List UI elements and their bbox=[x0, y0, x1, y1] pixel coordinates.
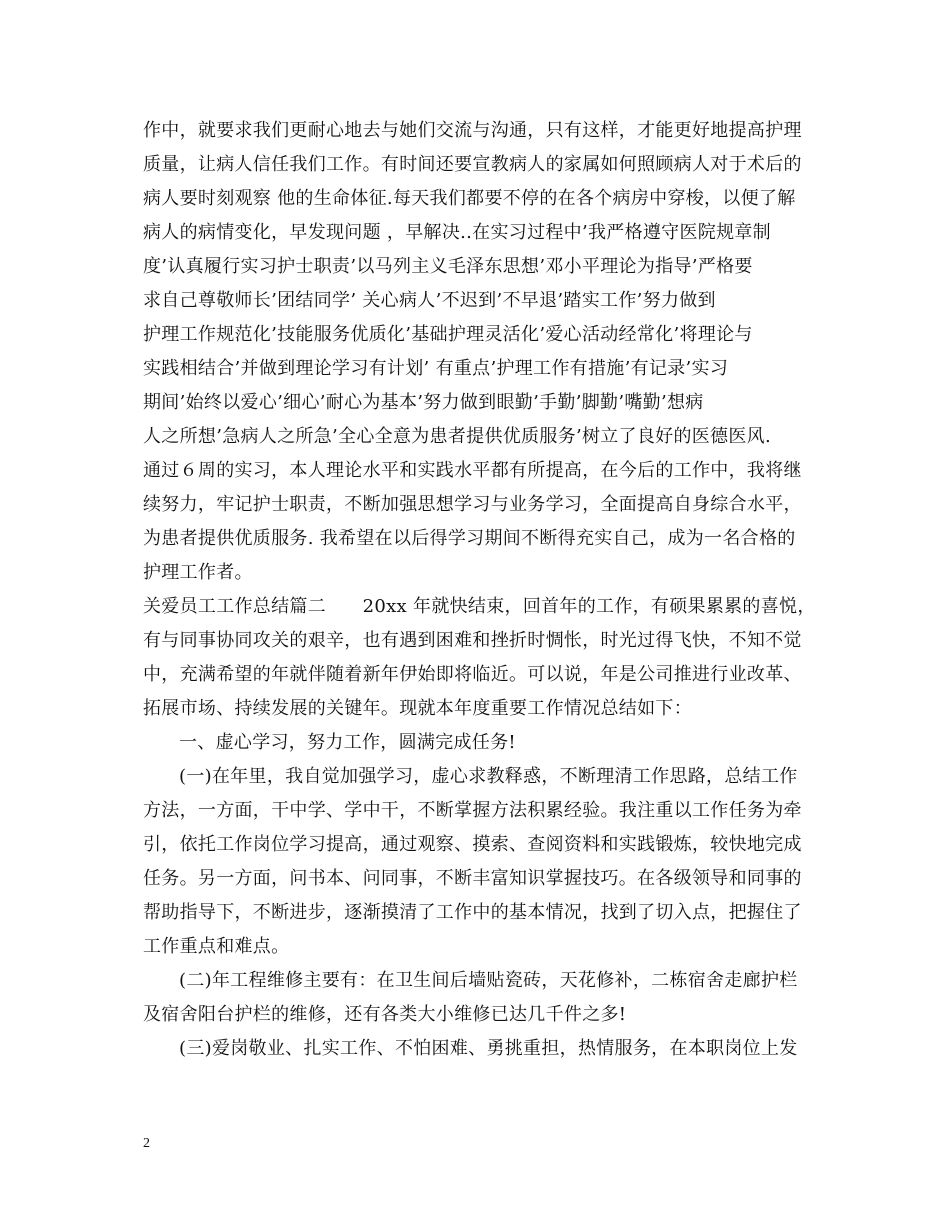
text-line: 病人的病情变化，早发现问题 ，早解决..在实习过程中’我严格遵守医院规章制 bbox=[143, 222, 771, 243]
text-line: 及宿舍阳台护栏的维修，还有各类大小维修已达几千件之多! bbox=[143, 1004, 627, 1025]
text-line: 任务。另一方面，问书本、问同事，不断丰富知识掌握技巧。在各级领导和同事的 bbox=[143, 868, 802, 889]
text-line: 中，充满希望的年就伴随着新年伊始即将临近。可以说，年是公司推进行业改革、 bbox=[143, 664, 802, 685]
text-line: 实践相结合’并做到理论学习有计划’ 有重点’护理工作有措施’有记录’实习 bbox=[143, 358, 729, 379]
body-text bbox=[143, 114, 833, 1066]
text-line: 为患者提供优质服务. 我希望在以后得学习期间不断得充实自己，成为一名合格的 bbox=[143, 528, 796, 549]
text-line: 拓展市场、持续发展的关键年。现就本年度重要工作情况总结如下： bbox=[143, 698, 692, 719]
text-line: 期间’始终以爱心’细心’耐心为基本’努力做到眼勤’手勤’脚勤’嘴勤’想病 bbox=[143, 392, 704, 413]
text-line: 工作重点和难点。 bbox=[143, 936, 290, 957]
text-line: 作中，就要求我们更耐心地去与她们交流与沟通，只有这样，才能更好地提高护理 bbox=[143, 120, 802, 141]
text-line: 有与同事协同攻关的艰辛，也有遇到困难和挫折时惆怅，时光过得飞快，不知不觉 bbox=[143, 630, 802, 651]
text-line: 求自己尊敬师长’团结同学’ 关心病人’不迟到’不早退’踏实工作’努力做到 bbox=[143, 290, 716, 311]
paragraph-start-line: (二)年工程维修主要有：在卫生间后墙贴瓷砖，天花修补，二栋宿舍走廊护栏 bbox=[179, 970, 798, 991]
page-number: 2 bbox=[143, 1136, 150, 1151]
text-line: 护理工作规范化’技能服务优质化’基础护理灵活化’爱心活动经常化’将理论与 bbox=[143, 324, 753, 345]
text-line: 人之所想’急病人之所急’全心全意为患者提供优质服务’树立了良好的医德医风. bbox=[143, 426, 771, 447]
paragraph-start-line: (三)爱岗敬业、扎实工作、不怕困难、勇挑重担，热情服务，在本职岗位上发 bbox=[179, 1038, 798, 1059]
section-heading-line: 关爱员工工作总结篇二 20xx 年就快结束，回首年的工作，有硕果累累的喜悦， bbox=[143, 596, 816, 617]
text-line: 方法，一方面，干中学、学中干，不断掌握方法积累经验。我注重以工作任务为牵 bbox=[143, 800, 802, 821]
text-line: 续努力，牢记护士职责，不断加强思想学习与业务学习，全面提高自身综合水平， bbox=[143, 494, 802, 515]
text-line: 度’认真履行实习护士职责’以马列主义毛泽东思想’邓小平理论为指导’严格要 bbox=[143, 256, 753, 277]
text-line: 质量，让病人信任我们工作。有时间还要宣教病人的家属如何照顾病人对于术后的 bbox=[143, 154, 802, 175]
text-line: 病人要时刻观察 他的生命体征.每天我们都要不停的在各个病房中穿梭，以便了解 bbox=[143, 188, 796, 209]
text-line: 护理工作者。 bbox=[143, 562, 253, 583]
subheading-line: 一、虚心学习，努力工作，圆满完成任务! bbox=[179, 732, 516, 753]
text-line: 帮助指导下，不断进步，逐渐摸清了工作中的基本情况，找到了切入点，把握住了 bbox=[143, 902, 802, 923]
text-line: 引，依托工作岗位学习提高，通过观察、摸索、查阅资料和实践锻炼，较快地完成 bbox=[143, 834, 802, 855]
paragraph-start-line: (一)在年里，我自觉加强学习，虚心求教释惑，不断理清工作思路，总结工作 bbox=[179, 766, 798, 787]
text-line: 通过６周的实习，本人理论水平和实践水平都有所提高，在今后的工作中，我将继 bbox=[143, 460, 802, 481]
